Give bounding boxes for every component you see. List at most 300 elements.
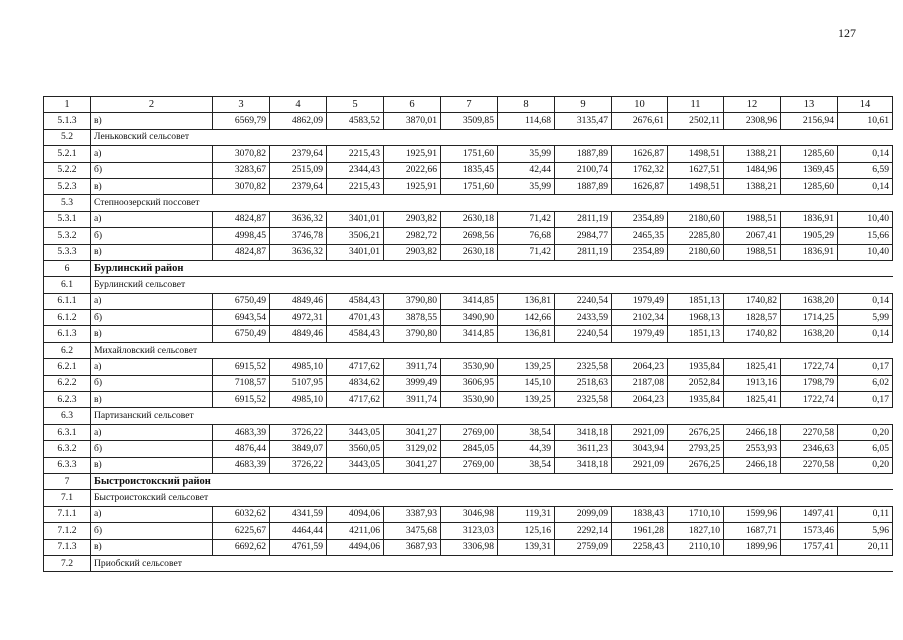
table-cell: 3726,22	[270, 424, 327, 440]
region-name: Быстроистокский район	[91, 473, 893, 489]
row-code: 6.3	[44, 408, 91, 424]
group-row	[44, 129, 893, 145]
table-cell: 1851,13	[668, 293, 724, 309]
table-cell: 1497,41	[781, 506, 838, 522]
table-cell: 1627,51	[668, 162, 724, 178]
table-cell: 1825,41	[724, 392, 781, 408]
table-cell: 4341,59	[270, 506, 327, 522]
table-cell: 3041,27	[384, 457, 441, 473]
group-row	[44, 408, 893, 424]
table-cell: 3530,90	[441, 359, 498, 375]
table-cell: 6750,49	[213, 326, 270, 342]
group-row	[44, 555, 893, 571]
table-cell: 0,17	[838, 359, 893, 375]
table-cell: 4717,62	[327, 392, 384, 408]
table-cell: 0,11	[838, 506, 893, 522]
table-cell: 2502,11	[668, 113, 724, 129]
table-cell: 2354,89	[612, 211, 668, 227]
row-label: б)	[91, 375, 213, 391]
table-cell: 3387,93	[384, 506, 441, 522]
row-code: 5.3	[44, 195, 91, 211]
table-cell: 4824,87	[213, 244, 270, 260]
table-cell: 4972,31	[270, 310, 327, 326]
table-cell: 2270,58	[781, 457, 838, 473]
table-cell: 35,99	[498, 178, 555, 194]
table-cell: 3509,85	[441, 113, 498, 129]
table-cell: 1979,49	[612, 326, 668, 342]
table-cell: 44,39	[498, 441, 555, 457]
row-label: в)	[91, 113, 213, 129]
table-cell: 3878,55	[384, 310, 441, 326]
table-cell: 6943,54	[213, 310, 270, 326]
column-header: 9	[555, 97, 612, 113]
table-cell: 2676,25	[668, 424, 724, 440]
table-cell: 42,44	[498, 162, 555, 178]
table-cell: 2379,64	[270, 178, 327, 194]
table-row	[44, 424, 893, 440]
row-code: 7.1.1	[44, 506, 91, 522]
table-cell: 1484,96	[724, 162, 781, 178]
table-cell: 3490,90	[441, 310, 498, 326]
row-label: в)	[91, 392, 213, 408]
table-cell: 3530,90	[441, 392, 498, 408]
table-cell: 4584,43	[327, 293, 384, 309]
table-cell: 2292,14	[555, 523, 612, 539]
table-cell: 6915,52	[213, 392, 270, 408]
table-cell: 1988,51	[724, 244, 781, 260]
table-cell: 142,66	[498, 310, 555, 326]
table-cell: 3283,67	[213, 162, 270, 178]
table-cell: 1710,10	[668, 506, 724, 522]
table-cell: 0,14	[838, 326, 893, 342]
table-cell: 1851,13	[668, 326, 724, 342]
table-cell: 3135,47	[555, 113, 612, 129]
table-cell: 3414,85	[441, 326, 498, 342]
table-cell: 0,14	[838, 178, 893, 194]
table-row	[44, 310, 893, 326]
table-cell: 1757,41	[781, 539, 838, 555]
column-header: 3	[213, 97, 270, 113]
table-cell: 3306,98	[441, 539, 498, 555]
table-row	[44, 178, 893, 194]
group-name: Степноозерский поссовет	[91, 195, 893, 211]
table-cell: 1828,57	[724, 310, 781, 326]
table-cell: 1626,87	[612, 178, 668, 194]
group-name: Леньковский сельсовет	[91, 129, 893, 145]
row-label: в)	[91, 539, 213, 555]
region-row	[44, 473, 893, 489]
table-cell: 4464,44	[270, 523, 327, 539]
table-cell: 1573,46	[781, 523, 838, 539]
table-cell: 1913,16	[724, 375, 781, 391]
row-code: 6.2.3	[44, 392, 91, 408]
table-cell: 6750,49	[213, 293, 270, 309]
table-cell: 125,16	[498, 523, 555, 539]
table-cell: 3746,78	[270, 228, 327, 244]
table-cell: 1968,13	[668, 310, 724, 326]
table-row	[44, 359, 893, 375]
table-cell: 2067,41	[724, 228, 781, 244]
table-cell: 3414,85	[441, 293, 498, 309]
table-cell: 136,81	[498, 326, 555, 342]
group-row	[44, 277, 893, 293]
table-cell: 139,25	[498, 359, 555, 375]
table-cell: 38,54	[498, 457, 555, 473]
table-cell: 2346,63	[781, 441, 838, 457]
table-row	[44, 326, 893, 342]
table-cell: 4849,46	[270, 293, 327, 309]
table-cell: 2553,93	[724, 441, 781, 457]
table-cell: 3401,01	[327, 211, 384, 227]
table-cell: 3070,82	[213, 178, 270, 194]
column-header: 11	[668, 97, 724, 113]
row-code: 5.2.1	[44, 146, 91, 162]
table-cell: 2921,09	[612, 424, 668, 440]
table-cell: 1498,51	[668, 146, 724, 162]
table-cell: 1714,25	[781, 310, 838, 326]
row-code: 6.3.3	[44, 457, 91, 473]
table-cell: 2240,54	[555, 326, 612, 342]
table-cell: 1722,74	[781, 359, 838, 375]
table-row	[44, 228, 893, 244]
table-cell: 2022,66	[384, 162, 441, 178]
table-row	[44, 375, 893, 391]
table-cell: 1388,21	[724, 178, 781, 194]
group-name: Быстроистокский сельсовет	[91, 490, 893, 506]
row-label: а)	[91, 293, 213, 309]
table-cell: 139,25	[498, 392, 555, 408]
table-cell: 1599,96	[724, 506, 781, 522]
table-cell: 3636,32	[270, 244, 327, 260]
table-row	[44, 523, 893, 539]
table-cell: 1925,91	[384, 178, 441, 194]
table-cell: 2156,94	[781, 113, 838, 129]
table-cell: 1285,60	[781, 146, 838, 162]
row-label: б)	[91, 441, 213, 457]
table-cell: 1285,60	[781, 178, 838, 194]
table-cell: 5107,95	[270, 375, 327, 391]
row-code: 7.1	[44, 490, 91, 506]
table-cell: 3636,32	[270, 211, 327, 227]
table-cell: 2099,09	[555, 506, 612, 522]
table-cell: 76,68	[498, 228, 555, 244]
row-code: 6.2	[44, 342, 91, 358]
table-cell: 6032,62	[213, 506, 270, 522]
table-row	[44, 539, 893, 555]
table-cell: 2325,58	[555, 359, 612, 375]
region-row	[44, 260, 893, 276]
row-code: 5.2	[44, 129, 91, 145]
row-code: 7.1.3	[44, 539, 91, 555]
table-cell: 1687,71	[724, 523, 781, 539]
group-name: Приобский сельсовет	[91, 555, 893, 571]
table-cell: 2676,25	[668, 457, 724, 473]
table-cell: 1388,21	[724, 146, 781, 162]
table-cell: 1905,29	[781, 228, 838, 244]
table-cell: 1498,51	[668, 178, 724, 194]
table-cell: 2110,10	[668, 539, 724, 555]
row-label: б)	[91, 228, 213, 244]
group-name: Михайловский сельсовет	[91, 342, 893, 358]
table-cell: 10,40	[838, 211, 893, 227]
table-row	[44, 162, 893, 178]
table-cell: 1887,89	[555, 178, 612, 194]
table-cell: 1836,91	[781, 211, 838, 227]
table-cell: 3123,03	[441, 523, 498, 539]
row-code: 5.2.2	[44, 162, 91, 178]
table-row	[44, 392, 893, 408]
column-header: 6	[384, 97, 441, 113]
table-cell: 3041,27	[384, 424, 441, 440]
table-cell: 6692,62	[213, 539, 270, 555]
table-cell: 3687,93	[384, 539, 441, 555]
table-cell: 1935,84	[668, 359, 724, 375]
group-row	[44, 490, 893, 506]
table-cell: 3790,80	[384, 326, 441, 342]
table-cell: 20,11	[838, 539, 893, 555]
row-code: 6.2.1	[44, 359, 91, 375]
table-cell: 2100,74	[555, 162, 612, 178]
table-cell: 3401,01	[327, 244, 384, 260]
table-cell: 4584,43	[327, 326, 384, 342]
table-cell: 0,17	[838, 392, 893, 408]
table-cell: 1626,87	[612, 146, 668, 162]
table-row	[44, 146, 893, 162]
table-cell: 2769,00	[441, 457, 498, 473]
table-cell: 1638,20	[781, 326, 838, 342]
table-cell: 2466,18	[724, 424, 781, 440]
table-cell: 2698,56	[441, 228, 498, 244]
group-name: Бурлинский сельсовет	[91, 277, 893, 293]
group-row	[44, 342, 893, 358]
table-cell: 3046,98	[441, 506, 498, 522]
row-label: в)	[91, 326, 213, 342]
row-code: 6.1.1	[44, 293, 91, 309]
table-cell: 2379,64	[270, 146, 327, 162]
page-number: 127	[838, 26, 856, 40]
table-cell: 6,02	[838, 375, 893, 391]
row-code: 7.1.2	[44, 523, 91, 539]
row-code: 5.1.3	[44, 113, 91, 129]
table-cell: 3560,05	[327, 441, 384, 457]
column-header: 13	[781, 97, 838, 113]
row-code: 6.2.2	[44, 375, 91, 391]
table-cell: 3611,23	[555, 441, 612, 457]
table-cell: 3911,74	[384, 392, 441, 408]
table-cell: 4717,62	[327, 359, 384, 375]
row-code: 6.1.2	[44, 310, 91, 326]
row-code: 5.3.3	[44, 244, 91, 260]
table-cell: 2180,60	[668, 211, 724, 227]
table-cell: 2982,72	[384, 228, 441, 244]
table-cell: 4211,06	[327, 523, 384, 539]
table-cell: 145,10	[498, 375, 555, 391]
row-code: 6.3.2	[44, 441, 91, 457]
table-cell: 4094,06	[327, 506, 384, 522]
table-cell: 3506,21	[327, 228, 384, 244]
table-cell: 3070,82	[213, 146, 270, 162]
table-cell: 3043,94	[612, 441, 668, 457]
column-header: 10	[612, 97, 668, 113]
table-cell: 2064,23	[612, 359, 668, 375]
table-row	[44, 113, 893, 129]
table-cell: 2433,59	[555, 310, 612, 326]
table-cell: 3129,02	[384, 441, 441, 457]
table-cell: 4998,45	[213, 228, 270, 244]
row-label: в)	[91, 457, 213, 473]
column-header: 5	[327, 97, 384, 113]
table-cell: 2325,58	[555, 392, 612, 408]
table-cell: 2984,77	[555, 228, 612, 244]
table-cell: 2344,43	[327, 162, 384, 178]
row-label: в)	[91, 178, 213, 194]
table-cell: 1961,28	[612, 523, 668, 539]
table-cell: 2258,43	[612, 539, 668, 555]
table-row	[44, 211, 893, 227]
table-cell: 2845,05	[441, 441, 498, 457]
table-cell: 3606,95	[441, 375, 498, 391]
table-cell: 4761,59	[270, 539, 327, 555]
row-code: 6	[44, 260, 91, 276]
table-cell: 10,40	[838, 244, 893, 260]
table-cell: 6,59	[838, 162, 893, 178]
table-row	[44, 457, 893, 473]
table-cell: 3726,22	[270, 457, 327, 473]
row-label: б)	[91, 523, 213, 539]
table-cell: 1836,91	[781, 244, 838, 260]
table-cell: 2465,35	[612, 228, 668, 244]
header-row	[44, 97, 893, 113]
table-cell: 4683,39	[213, 457, 270, 473]
row-code: 6.3.1	[44, 424, 91, 440]
column-header: 14	[838, 97, 893, 113]
table-cell: 0,14	[838, 146, 893, 162]
row-code: 5.3.1	[44, 211, 91, 227]
table-cell: 1925,91	[384, 146, 441, 162]
table-cell: 4985,10	[270, 392, 327, 408]
table-cell: 2354,89	[612, 244, 668, 260]
table-cell: 136,81	[498, 293, 555, 309]
row-code: 7.2	[44, 555, 91, 571]
table-cell: 4701,43	[327, 310, 384, 326]
column-header: 12	[724, 97, 781, 113]
table-row	[44, 441, 893, 457]
table-cell: 71,42	[498, 244, 555, 260]
table-cell: 38,54	[498, 424, 555, 440]
table-cell: 2240,54	[555, 293, 612, 309]
table-cell: 1827,10	[668, 523, 724, 539]
table-cell: 6569,79	[213, 113, 270, 129]
table-cell: 5,99	[838, 310, 893, 326]
table-cell: 2630,18	[441, 244, 498, 260]
table-cell: 4583,52	[327, 113, 384, 129]
table-cell: 1722,74	[781, 392, 838, 408]
table-cell: 1751,60	[441, 178, 498, 194]
table-cell: 0,14	[838, 293, 893, 309]
table-cell: 7108,57	[213, 375, 270, 391]
table-cell: 3418,18	[555, 424, 612, 440]
group-row	[44, 195, 893, 211]
row-label: б)	[91, 310, 213, 326]
row-code: 6.1	[44, 277, 91, 293]
table-cell: 1979,49	[612, 293, 668, 309]
row-label: в)	[91, 244, 213, 260]
table-cell: 4985,10	[270, 359, 327, 375]
row-label: а)	[91, 146, 213, 162]
table-cell: 1369,45	[781, 162, 838, 178]
table-cell: 5,96	[838, 523, 893, 539]
table-cell: 2811,19	[555, 211, 612, 227]
table-cell: 2052,84	[668, 375, 724, 391]
table-cell: 4876,44	[213, 441, 270, 457]
table-cell: 0,20	[838, 457, 893, 473]
table-cell: 35,99	[498, 146, 555, 162]
table-cell: 1751,60	[441, 146, 498, 162]
table-cell: 1935,84	[668, 392, 724, 408]
table-cell: 3870,01	[384, 113, 441, 129]
table-cell: 119,31	[498, 506, 555, 522]
table-cell: 15,66	[838, 228, 893, 244]
table-cell: 3849,07	[270, 441, 327, 457]
table-cell: 2676,61	[612, 113, 668, 129]
table-cell: 4862,09	[270, 113, 327, 129]
table-row	[44, 506, 893, 522]
table-cell: 6225,67	[213, 523, 270, 539]
table-cell: 0,20	[838, 424, 893, 440]
table-cell: 3475,68	[384, 523, 441, 539]
table-cell: 1740,82	[724, 326, 781, 342]
row-label: а)	[91, 211, 213, 227]
table-cell: 3443,05	[327, 424, 384, 440]
table-cell: 3999,49	[384, 375, 441, 391]
table-cell: 2769,00	[441, 424, 498, 440]
group-name: Партизанский сельсовет	[91, 408, 893, 424]
row-code: 6.1.3	[44, 326, 91, 342]
table-cell: 4824,87	[213, 211, 270, 227]
table-cell: 1887,89	[555, 146, 612, 162]
table-cell: 2102,34	[612, 310, 668, 326]
table-row	[44, 293, 893, 309]
row-code: 5.2.3	[44, 178, 91, 194]
region-name: Бурлинский район	[91, 260, 893, 276]
row-label: а)	[91, 424, 213, 440]
table-cell: 6915,52	[213, 359, 270, 375]
row-code: 7	[44, 473, 91, 489]
table-cell: 3790,80	[384, 293, 441, 309]
table-cell: 1838,43	[612, 506, 668, 522]
table-cell: 71,42	[498, 211, 555, 227]
table-row	[44, 244, 893, 260]
table-cell: 2518,63	[555, 375, 612, 391]
table-cell: 4683,39	[213, 424, 270, 440]
table-cell: 4834,62	[327, 375, 384, 391]
column-header: 8	[498, 97, 555, 113]
table-cell: 3443,05	[327, 457, 384, 473]
table-cell: 3911,74	[384, 359, 441, 375]
table-cell: 1638,20	[781, 293, 838, 309]
table-cell: 2215,43	[327, 146, 384, 162]
column-header: 2	[91, 97, 213, 113]
column-header: 7	[441, 97, 498, 113]
table-cell: 10,61	[838, 113, 893, 129]
column-header: 4	[270, 97, 327, 113]
table-cell: 1835,45	[441, 162, 498, 178]
table-cell: 2466,18	[724, 457, 781, 473]
table-cell: 2180,60	[668, 244, 724, 260]
table-cell: 2187,08	[612, 375, 668, 391]
table-cell: 114,68	[498, 113, 555, 129]
table-cell: 2308,96	[724, 113, 781, 129]
